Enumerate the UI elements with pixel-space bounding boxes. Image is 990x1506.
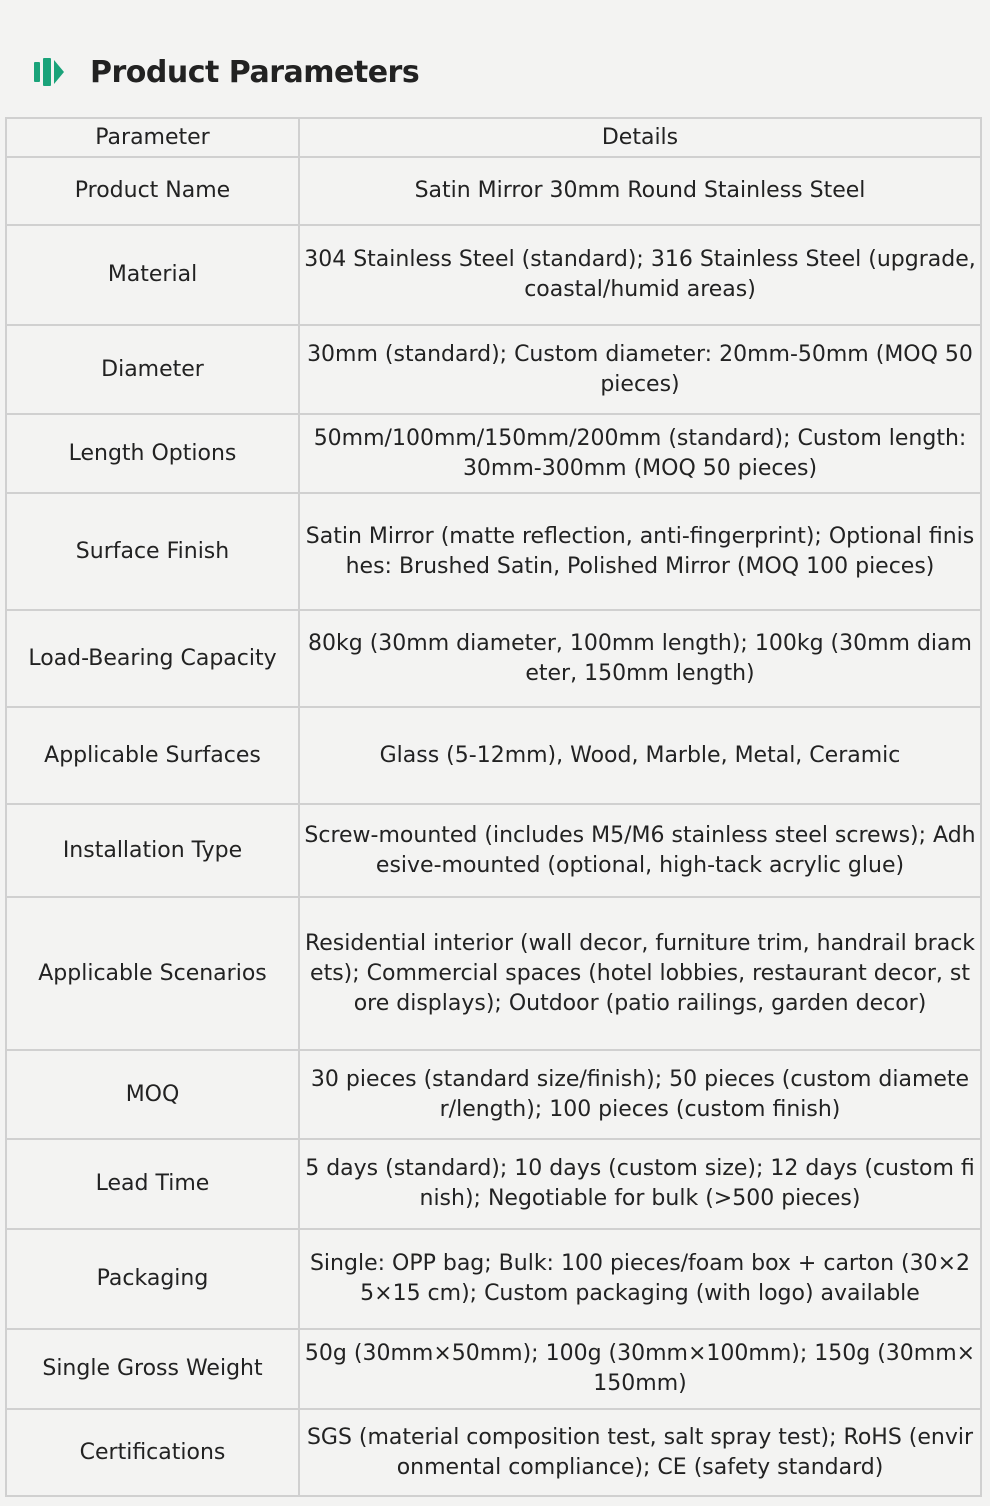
table-row [6, 610, 981, 707]
parameter-cell: Lead Time [6, 1139, 299, 1229]
table-row [6, 804, 981, 897]
table-row [6, 1409, 981, 1496]
table-row [6, 414, 981, 493]
parameter-cell: Applicable Surfaces [6, 707, 299, 804]
page-title: Product Parameters [90, 54, 420, 90]
parameter-cell: Surface Finish [6, 493, 299, 610]
parameter-cell: Product Name [6, 157, 299, 225]
table-row [6, 225, 981, 325]
table-row [6, 1050, 981, 1139]
parameter-cell: Applicable Scenarios [6, 897, 299, 1050]
details-cell: Satin Mirror (matte reflection, anti-fingerprint); Optional finishes: Brushed Satin, Polished Mirror (MOQ 100 pieces) [299, 493, 981, 610]
parameter-cell: Diameter [6, 325, 299, 414]
table-row [6, 157, 981, 225]
table-row [6, 325, 981, 414]
details-cell: Residential interior (wall decor, furniture trim, handrail brackets); Commercial spaces (hotel lobbies, restaurant decor, store displays); Outdoor (patio railings, garden decor) [299, 897, 981, 1050]
table-row [6, 707, 981, 804]
table-row [6, 1229, 981, 1329]
table-row [6, 897, 981, 1050]
details-cell: 30mm (standard); Custom diameter: 20mm-50mm (MOQ 50 pieces) [299, 325, 981, 414]
details-cell: 5 days (standard); 10 days (custom size); 12 days (custom finish); Negotiable for bulk (>500 pieces) [299, 1139, 981, 1229]
parameter-cell: MOQ [6, 1050, 299, 1139]
table-header-row [6, 118, 981, 157]
parameter-cell: Packaging [6, 1229, 299, 1329]
table-row [6, 493, 981, 610]
parameter-cell: Single Gross Weight [6, 1329, 299, 1409]
parameter-cell: Installation Type [6, 804, 299, 897]
details-cell: 50g (30mm×50mm); 100g (30mm×100mm); 150g (30mm×150mm) [299, 1329, 981, 1409]
column-header-details: Details [299, 118, 981, 157]
details-cell: 50mm/100mm/150mm/200mm (standard); Custom length: 30mm-300mm (MOQ 50 pieces) [299, 414, 981, 493]
section-header [32, 50, 419, 94]
column-header-parameter: Parameter [6, 118, 299, 157]
parameter-cell: Material [6, 225, 299, 325]
details-cell: 304 Stainless Steel (standard); 316 Stainless Steel (upgrade, coastal/humid areas) [299, 225, 981, 325]
details-cell: Single: OPP bag; Bulk: 100 pieces/foam box + carton (30×25×15 cm); Custom packaging (with logo) available [299, 1229, 981, 1329]
details-cell: SGS (material composition test, salt spray test); RoHS (environmental compliance); CE (safety standard) [299, 1409, 981, 1496]
details-cell: Glass (5-12mm), Wood, Marble, Metal, Ceramic [299, 707, 981, 804]
speaker-flag-icon [32, 52, 72, 92]
details-cell: Satin Mirror 30mm Round Stainless Steel [299, 157, 981, 225]
parameters-table [5, 117, 982, 1497]
table-row [6, 1139, 981, 1229]
parameter-cell: Load-Bearing Capacity [6, 610, 299, 707]
parameter-cell: Length Options [6, 414, 299, 493]
table-row [6, 1329, 981, 1409]
details-cell: 80kg (30mm diameter, 100mm length); 100kg (30mm diameter, 150mm length) [299, 610, 981, 707]
details-cell: Screw-mounted (includes M5/M6 stainless steel screws); Adhesive-mounted (optional, high-tack acrylic glue) [299, 804, 981, 897]
details-cell: 30 pieces (standard size/finish); 50 pieces (custom diameter/length); 100 pieces (custom finish) [299, 1050, 981, 1139]
parameter-cell: Certifications [6, 1409, 299, 1496]
